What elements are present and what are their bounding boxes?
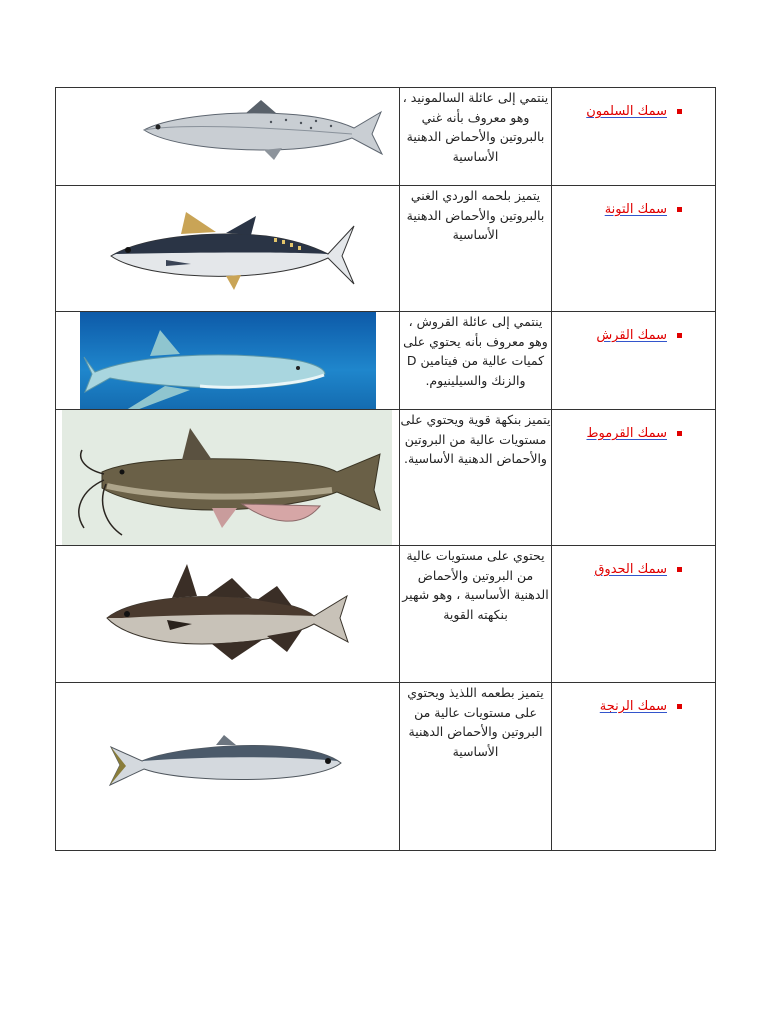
fish-name-cell <box>552 186 716 312</box>
salmon-image <box>136 96 386 161</box>
fish-image-cell <box>56 88 400 186</box>
bullet-icon <box>677 567 682 572</box>
fish-name-cell <box>552 312 716 410</box>
table-row <box>56 88 716 186</box>
fish-image-cell <box>56 186 400 312</box>
fish-description: يتميز بلحمه الوردي الغني بالبروتين والأحماض الدهنية الأساسية <box>400 186 552 312</box>
fish-name-link[interactable]: سمك السلمون <box>586 104 667 119</box>
fish-description: ينتمي إلى عائلة السالمونيد ، وهو معروف بأنه غني بالبروتين والأحماض الدهنية الأساسية <box>400 88 552 186</box>
bullet-icon <box>677 704 682 709</box>
tuna-image <box>106 208 356 293</box>
fish-name-cell <box>552 410 716 546</box>
table-row <box>56 683 716 851</box>
table-row <box>56 186 716 312</box>
bullet-icon <box>677 109 682 114</box>
bullet-icon <box>677 333 682 338</box>
table-row <box>56 546 716 683</box>
table-row <box>56 312 716 410</box>
bullet-icon <box>677 207 682 212</box>
fish-table <box>55 87 716 851</box>
fish-name-link[interactable]: سمك القرموط <box>586 426 667 441</box>
fish-description: ينتمي إلى عائلة القروش ، وهو معروف بأنه يحتوي على كميات عالية من فيتامين D والزنك والسيلينيوم. <box>400 312 552 410</box>
fish-name-cell <box>552 88 716 186</box>
herring-image <box>106 733 346 793</box>
fish-name-link[interactable]: سمك الرنجة <box>599 699 667 714</box>
fish-image-cell <box>56 683 400 851</box>
shark-image <box>80 312 376 410</box>
fish-name-cell <box>552 683 716 851</box>
fish-name-link[interactable]: سمك الحدوق <box>594 562 667 577</box>
fish-name-link[interactable]: سمك القرش <box>596 328 667 343</box>
fish-description: يحتوي على مستويات عالية من البروتين والأحماض الدهنية الأساسية ، وهو شهير بنكهته القوية <box>400 546 552 683</box>
fish-image-cell <box>56 410 400 546</box>
fish-image-cell <box>56 546 400 683</box>
haddock-image <box>102 560 352 670</box>
fish-image-cell <box>56 312 400 410</box>
fish-description: يتميز بنكهة قوية ويحتوي على مستويات عالية من البروتين والأحماض الدهنية الأساسية. <box>400 410 552 546</box>
catfish-image <box>62 410 392 546</box>
fish-name-link[interactable]: سمك التونة <box>604 202 667 217</box>
bullet-icon <box>677 431 682 436</box>
fish-description: يتميز بطعمه اللذيذ ويحتوي على مستويات عالية من البروتين والأحماض الدهنية الأساسية <box>400 683 552 851</box>
table-row <box>56 410 716 546</box>
fish-name-cell <box>552 546 716 683</box>
